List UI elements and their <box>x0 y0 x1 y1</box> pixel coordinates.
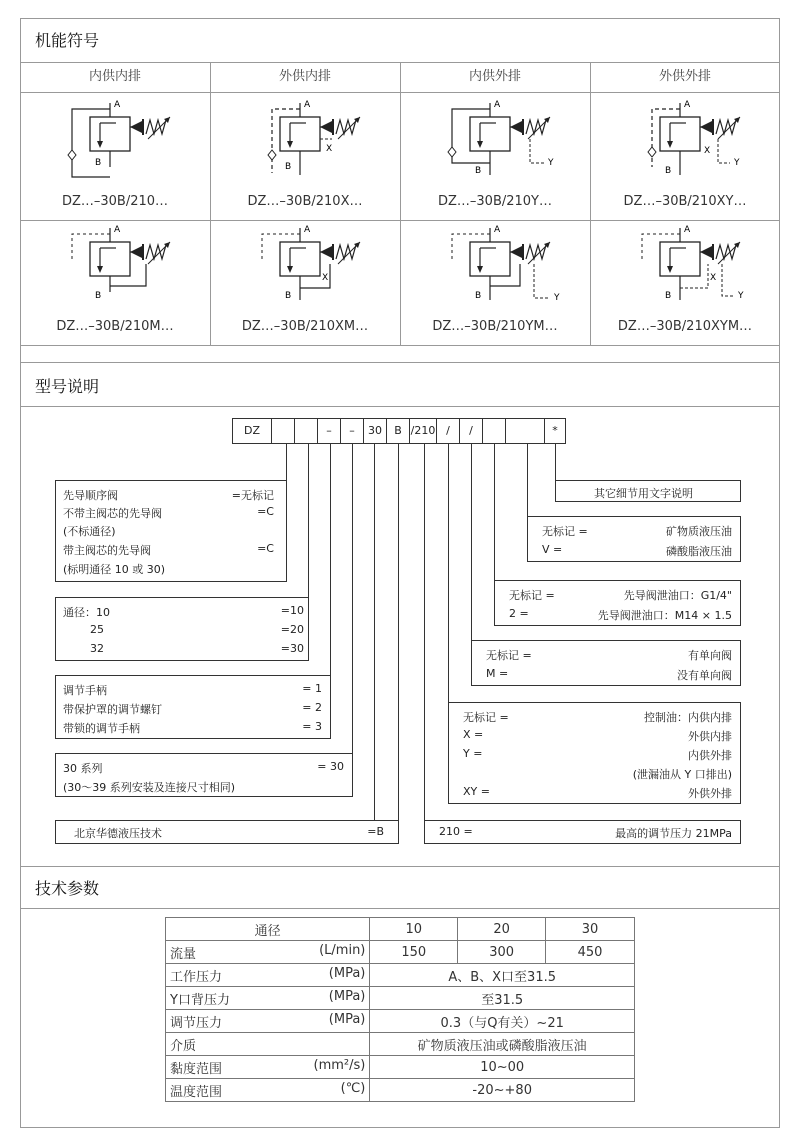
port-label-x: X <box>326 144 333 154</box>
param-label: 工作压力 (MPa) <box>166 964 370 987</box>
pilot-type-box: 先导顺序阀 =无标记 不带主阀芯的先导阀 =C (不标通径) 带主阀芯的先导阀 =C (标明通径 10 或 30) <box>55 480 287 582</box>
pressure-box: 210 = 最高的调节压力 21MPa <box>424 820 741 844</box>
port-label-x: X <box>704 146 711 156</box>
table-row: 工作压力 (MPa) A、B、X口至31.5 <box>166 964 635 987</box>
code-cell: /210 <box>409 418 437 444</box>
size-box: 通径：10 =10 25 =20 32 =30 <box>55 597 309 661</box>
check-valve-box: 无标记 = 有单向阀 M = 没有单向阀 <box>471 640 741 686</box>
col-header-external-internal: 外供内排 <box>278 69 331 84</box>
port-label-a: A <box>494 225 501 235</box>
param-label: 介质 <box>166 1033 370 1056</box>
symbol-caption: DZ…–30B/210YM… <box>432 319 558 334</box>
divider <box>20 1127 780 1128</box>
divider <box>20 406 780 407</box>
code-cell <box>505 418 545 444</box>
symbol-caption: DZ…–30B/210XY… <box>623 194 747 209</box>
symbol-caption: DZ…–30B/210… <box>61 194 169 209</box>
col-header-external-external: 外供外排 <box>658 69 711 84</box>
code-cell: – <box>340 418 364 444</box>
fluid-box: 无标记 = 矿物质液压油 V = 磷酸脂液压油 <box>527 516 741 562</box>
port-label-b: B <box>95 158 102 168</box>
code-cell: 30 <box>363 418 387 444</box>
port-label-b: B <box>285 291 292 301</box>
param-label: 温度范围 (℃) <box>166 1079 370 1102</box>
table-row: 通径 10 20 30 <box>166 918 635 941</box>
port-label-a: A <box>114 225 121 235</box>
col-header-internal-internal: 内供内排 <box>88 69 141 84</box>
param-label: 调节压力 (MPa) <box>166 1010 370 1033</box>
adjust-box: 调节手柄 = 1 带保护罩的调节螺钉 = 2 带锁的调节手柄 = 3 <box>55 675 331 739</box>
port-label-y: Y <box>738 291 744 301</box>
table-row: Y口背压力 (MPa) 至31.5 <box>166 987 635 1010</box>
col-header-internal-external: 内供外排 <box>468 69 521 84</box>
port-label-y: Y <box>554 293 560 303</box>
divider <box>20 18 780 19</box>
table-row: 黏度范围 (mm²/s) 10~00 <box>166 1056 635 1079</box>
port-label-x: X <box>710 273 717 283</box>
port-label-a: A <box>304 225 311 235</box>
code-cell: * <box>544 418 566 444</box>
table-row: 介质 矿物质液压油或磷酸脂液压油 <box>166 1033 635 1056</box>
param-label: Y口背压力 (MPa) <box>166 987 370 1010</box>
param-label: 黏度范围 (mm²/s) <box>166 1056 370 1079</box>
section-title-model: 型号说明 <box>35 377 100 396</box>
model-code-row <box>0 418 800 444</box>
table-row: 调节压力 (MPa) 0.3（与Q有关）~21 <box>166 1010 635 1033</box>
maker-box: 北京华德液压技术 =B <box>55 820 399 844</box>
port-label-x: X <box>322 273 329 283</box>
params-table <box>165 917 635 1102</box>
divider <box>20 362 780 363</box>
port-label-y: Y <box>548 158 554 168</box>
symbol-drawings <box>20 92 780 345</box>
section-title-params: 技术参数 <box>35 879 100 898</box>
series-box: 30 系列 = 30 (30～39 系列安装及连接尺寸相同) <box>55 753 353 797</box>
divider <box>20 345 780 346</box>
table-row: 温度范围 (℃) -20~+80 <box>166 1079 635 1102</box>
code-cell: / <box>436 418 460 444</box>
code-cell <box>294 418 318 444</box>
symbol-caption: DZ…–30B/210X… <box>247 194 363 209</box>
other-details-box: 其它细节用文字说明 <box>555 480 741 502</box>
param-label: 流量 (L/min) <box>166 941 370 964</box>
port-label-b: B <box>95 291 102 301</box>
divider <box>20 908 780 909</box>
port-label-a: A <box>114 100 121 110</box>
control-oil-box: 无标记 = 控制油：内供内排 X = 外供内排 Y = 内供外排 (泄漏油从 Y 口排出) XY = 外供外排 <box>448 702 741 804</box>
port-label-b: B <box>475 166 482 176</box>
symbol-caption: DZ…–30B/210XM… <box>241 319 369 334</box>
code-cell <box>271 418 295 444</box>
port-label-b: B <box>475 291 482 301</box>
port-label-b: B <box>285 162 292 172</box>
port-label-a: A <box>304 100 311 110</box>
symbol-caption: DZ…–30B/210XYM… <box>617 319 753 334</box>
port-label-b: B <box>665 166 672 176</box>
code-cell: / <box>459 418 483 444</box>
code-cell <box>482 418 506 444</box>
port-label-y: Y <box>734 158 740 168</box>
port-label-b: B <box>665 291 672 301</box>
code-cell: DZ <box>232 418 272 444</box>
symbol-caption: DZ…–30B/210Y… <box>437 194 552 209</box>
divider <box>20 866 780 867</box>
section-title-symbols: 机能符号 <box>35 31 100 50</box>
table-row: 流量 (L/min) 150 300 450 <box>166 941 635 964</box>
drain-port-box: 无标记 = 先导阀泄油口：G1/4" 2 = 先导阀泄油口：M14 × 1.5 <box>494 580 741 626</box>
port-label-a: A <box>684 225 691 235</box>
port-label-a: A <box>494 100 501 110</box>
symbol-caption: DZ…–30B/210M… <box>56 319 174 334</box>
code-cell: – <box>317 418 341 444</box>
port-label-a: A <box>684 100 691 110</box>
code-cell: B <box>386 418 410 444</box>
param-label: 通径 <box>166 918 370 941</box>
